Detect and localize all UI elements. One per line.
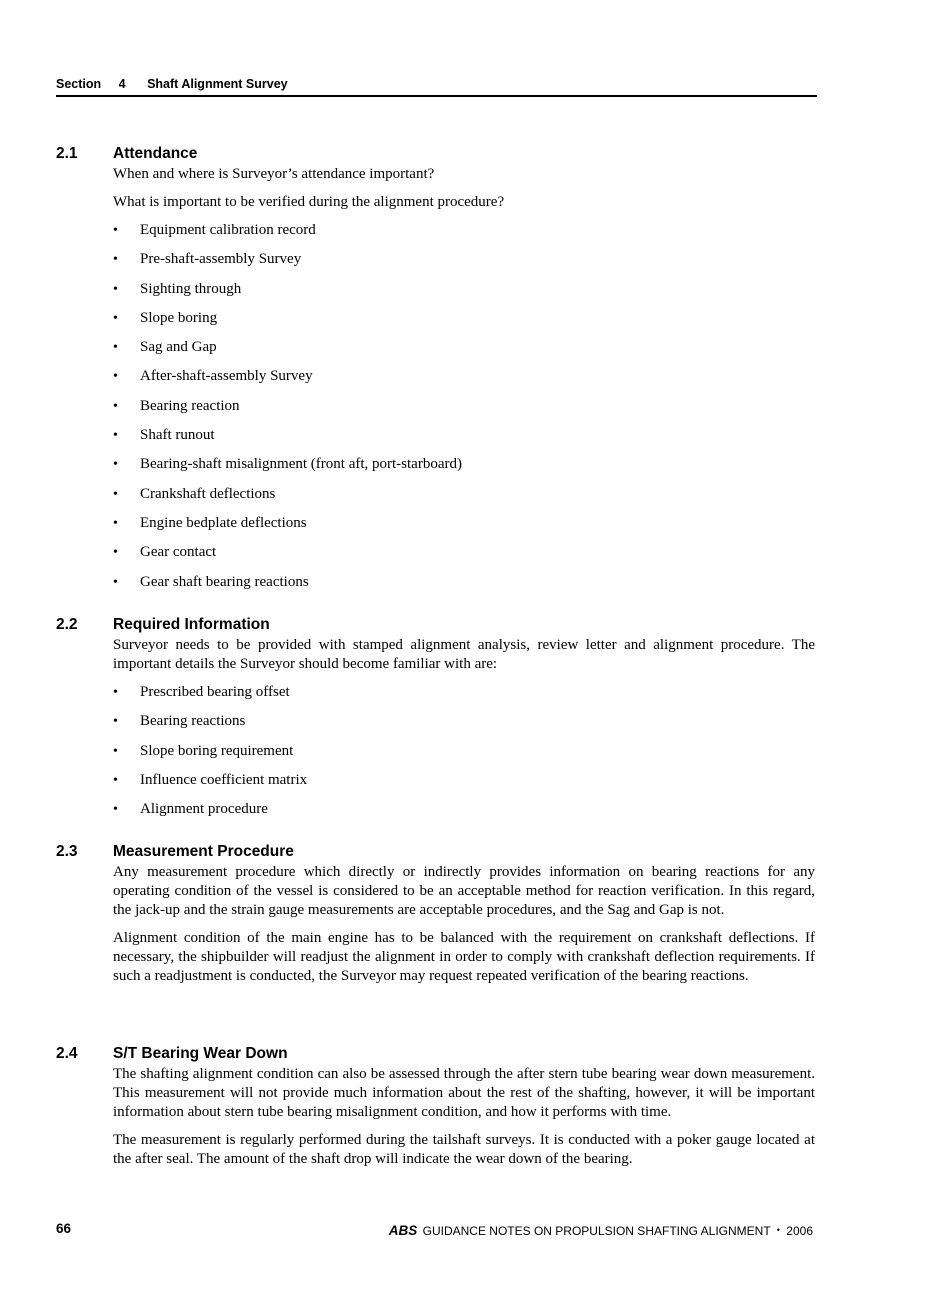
header-section-number: 4 <box>118 77 126 91</box>
list-item-text: Sag and Gap <box>140 339 217 356</box>
footer-title: GUIDANCE NOTES ON PROPULSION SHAFTING ALIGNMENT <box>422 1224 771 1238</box>
section-number: 2.1 <box>56 145 78 162</box>
list-item <box>113 250 815 279</box>
list-item <box>113 742 815 771</box>
separator-icon: • <box>776 1225 780 1235</box>
bullet-icon: • <box>113 281 118 297</box>
list-item <box>113 800 815 829</box>
list-item <box>113 309 815 338</box>
list-item <box>113 221 815 250</box>
section-heading <box>56 841 816 863</box>
list-item <box>113 426 815 455</box>
section-title: Measurement Procedure <box>113 843 294 860</box>
list-item <box>113 455 815 484</box>
list-item-text: Pre-shaft-assembly Survey <box>140 251 302 268</box>
list-item <box>113 771 815 800</box>
list-item-text: After-shaft-assembly Survey <box>140 368 313 385</box>
header-section-label: Section <box>56 77 102 91</box>
bullet-icon: • <box>113 252 118 268</box>
section-body <box>113 1065 815 1169</box>
running-footer <box>56 1221 816 1241</box>
paragraph: The measurement is regularly performed during the tailshaft surveys. It is conducted with a poker gauge located at the after seal. The amount of the shaft drop will indicate the wear down of the bearing. <box>113 1132 815 1167</box>
list-item-text: Slope boring requirement <box>140 742 294 759</box>
list-item-text: Slope boring <box>140 309 218 326</box>
list-item <box>113 280 815 309</box>
list-item-text: Crankshaft deflections <box>140 485 276 502</box>
list-item-text: Shaft runout <box>140 427 215 444</box>
bullet-icon: • <box>113 685 118 700</box>
paragraph: Alignment condition of the main engine has to be balanced with the requirement on crankshaft deflections. If necessary, the shipbuilder will readjust the alignment in order to comply with crankshaft deflection requirements. If such a readjustment is conducted, the Surveyor may request repeated verification of the bearing reactions. <box>113 930 815 984</box>
section-body <box>113 863 815 986</box>
section-2-3 <box>56 841 816 995</box>
list-item <box>113 485 815 514</box>
paragraph: What is important to be verified during the alignment procedure? <box>113 194 505 210</box>
list-item <box>113 712 815 741</box>
section-title: Required Information <box>113 616 270 633</box>
list-item-text: Influence coefficient matrix <box>140 771 308 788</box>
list-item-text: Sighting through <box>140 280 242 297</box>
section-2-4 <box>56 1043 816 1178</box>
page-number: 66 <box>56 1221 72 1236</box>
bullet-icon: • <box>113 545 118 561</box>
bullet-icon: • <box>113 398 118 414</box>
section-heading <box>56 614 816 636</box>
bullet-icon: • <box>113 772 118 788</box>
paragraph: The shafting alignment condition can also be assessed through the after stern tube bearing wear down measurement. This measurement will not provide much information about the rest of the shafting, however, it will be important information about stern tube bearing misalignment condition, and how it performs with time. <box>113 1066 815 1120</box>
paragraph: When and where is Surveyor’s attendance important? <box>113 166 435 182</box>
bullet-icon: • <box>113 515 118 531</box>
list-item-text: Alignment procedure <box>140 801 268 818</box>
list-item-text: Engine bedplate deflections <box>140 514 307 531</box>
list-item-text: Prescribed bearing offset <box>140 684 290 700</box>
paragraph: Any measurement procedure which directly or indirectly provides information on bearing reactions for any operating condition of the vessel is considered to be an acceptable method for reaction verification. In this regard, the jack-up and the strain gauge measurements are acceptable procedures, and the Sag and Gap is not. <box>113 864 815 918</box>
section-number: 2.2 <box>56 616 78 633</box>
bullet-icon: • <box>113 486 118 502</box>
section-heading <box>56 143 816 165</box>
bullet-list <box>113 683 815 829</box>
paragraph: Surveyor needs to be provided with stamped alignment analysis, review letter and alignment procedure. The important details the Surveyor should become familiar with are: <box>113 637 815 672</box>
list-item <box>113 514 815 543</box>
bullet-icon: • <box>113 574 118 590</box>
section-title: S/T Bearing Wear Down <box>113 1045 288 1062</box>
list-item <box>113 683 815 712</box>
section-number: 2.3 <box>56 843 78 860</box>
bullet-icon: • <box>113 743 118 759</box>
bullet-icon: • <box>113 428 118 444</box>
footer-publication <box>389 1223 813 1238</box>
bullet-list <box>113 221 815 602</box>
list-item <box>113 338 815 367</box>
list-item-text: Bearing reactions <box>140 713 246 730</box>
abs-logo: ABS <box>388 1223 418 1238</box>
bullet-icon: • <box>113 340 118 356</box>
list-item-text: Bearing-shaft misalignment (front aft, port-starboard) <box>140 456 462 473</box>
bullet-icon: • <box>113 310 118 326</box>
list-item-text: Gear contact <box>140 544 217 561</box>
header-section-title: Shaft Alignment Survey <box>147 77 288 91</box>
section-number: 2.4 <box>56 1045 78 1062</box>
bullet-icon: • <box>113 369 118 385</box>
section-heading <box>56 1043 816 1065</box>
section-body <box>113 636 815 829</box>
section-2-2 <box>56 614 816 829</box>
list-item-text: Bearing reaction <box>140 397 240 414</box>
footer-year: 2006 <box>786 1224 813 1238</box>
section-title: Attendance <box>113 145 198 162</box>
section-2-1 <box>56 143 816 602</box>
list-item-text: Equipment calibration record <box>140 222 316 238</box>
list-item-text: Gear shaft bearing reactions <box>140 573 309 590</box>
section-body <box>113 165 815 602</box>
bullet-icon: • <box>113 714 118 730</box>
bullet-icon: • <box>113 802 118 818</box>
list-item <box>113 397 815 426</box>
running-header <box>56 77 817 97</box>
bullet-icon: • <box>113 457 118 473</box>
list-item <box>113 367 815 396</box>
bullet-icon: • <box>113 223 118 238</box>
list-item <box>113 543 815 572</box>
list-item <box>113 573 815 602</box>
